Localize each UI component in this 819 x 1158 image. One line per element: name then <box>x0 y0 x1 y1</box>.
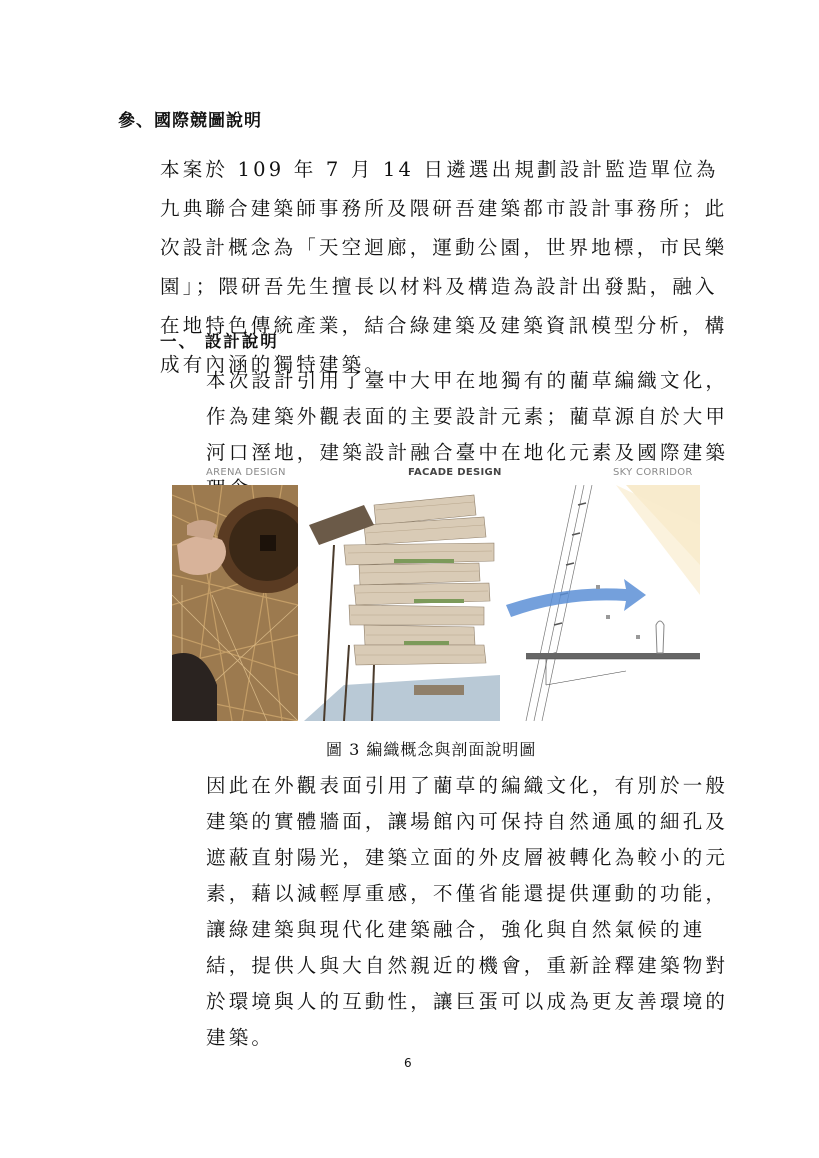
sky-corridor-section <box>506 485 700 721</box>
facade-rendering <box>304 485 500 721</box>
section-heading: 參、國際競圖說明 <box>118 111 262 131</box>
label-arena-design: ARENA DESIGN <box>206 467 286 478</box>
intro-paragraph: 本案於 109 年 7 月 14 日遴選出規劃設計監造單位為九典聯合建築師事務所及隈研吾建築都市設計事務所；此次設計概念為「天空迴廊，運動公園，世界地標，市民樂園」；隈研吾先生擅長以材料及構造為設計出發點，融入在地特色傳統產業，結合綠建築及建築資訊模型分析，構成有內涵的獨特建築。 <box>160 158 728 376</box>
facade-rendering-graphic <box>304 485 500 721</box>
page-number: 6 <box>404 1056 412 1070</box>
weaving-photo-graphic <box>172 485 298 721</box>
label-facade-design: FACADE DESIGN <box>408 467 502 478</box>
figure-caption: 圖 3 編織概念與剖面說明圖 <box>326 740 537 759</box>
label-sky-corridor: SKY CORRIDOR <box>613 467 693 478</box>
weaving-photo <box>172 485 298 721</box>
sky-corridor-graphic <box>506 485 700 721</box>
design-paragraph-1: 本次設計引用了臺中大甲在地獨有的藺草編織文化，作為建築外觀表面的主要設計元素；藺草源自於大甲河口溼地，建築設計融合臺中在地化元素及國際建築 <box>206 369 729 464</box>
subsection-heading: 一、 設計說明 <box>160 332 279 351</box>
design-paragraph-2: 因此在外觀表面引用了藺草的編織文化，有別於一般建築的實體牆面，讓場館內可保持自然通風的細孔及遮蔽直射陽光，建築立面的外皮層被轉化為較小的元素，藉以減輕厚重感，不僅省能還提供運動的功能，讓綠建築與現代化建築融合，強化與自然氣候的連結，提供人與大自然親近的機會，重新詮釋建築物對於環境與人的互動性，讓巨蛋可以成為更友善環境的建築。 <box>206 774 729 1049</box>
figure-3 <box>170 463 700 725</box>
